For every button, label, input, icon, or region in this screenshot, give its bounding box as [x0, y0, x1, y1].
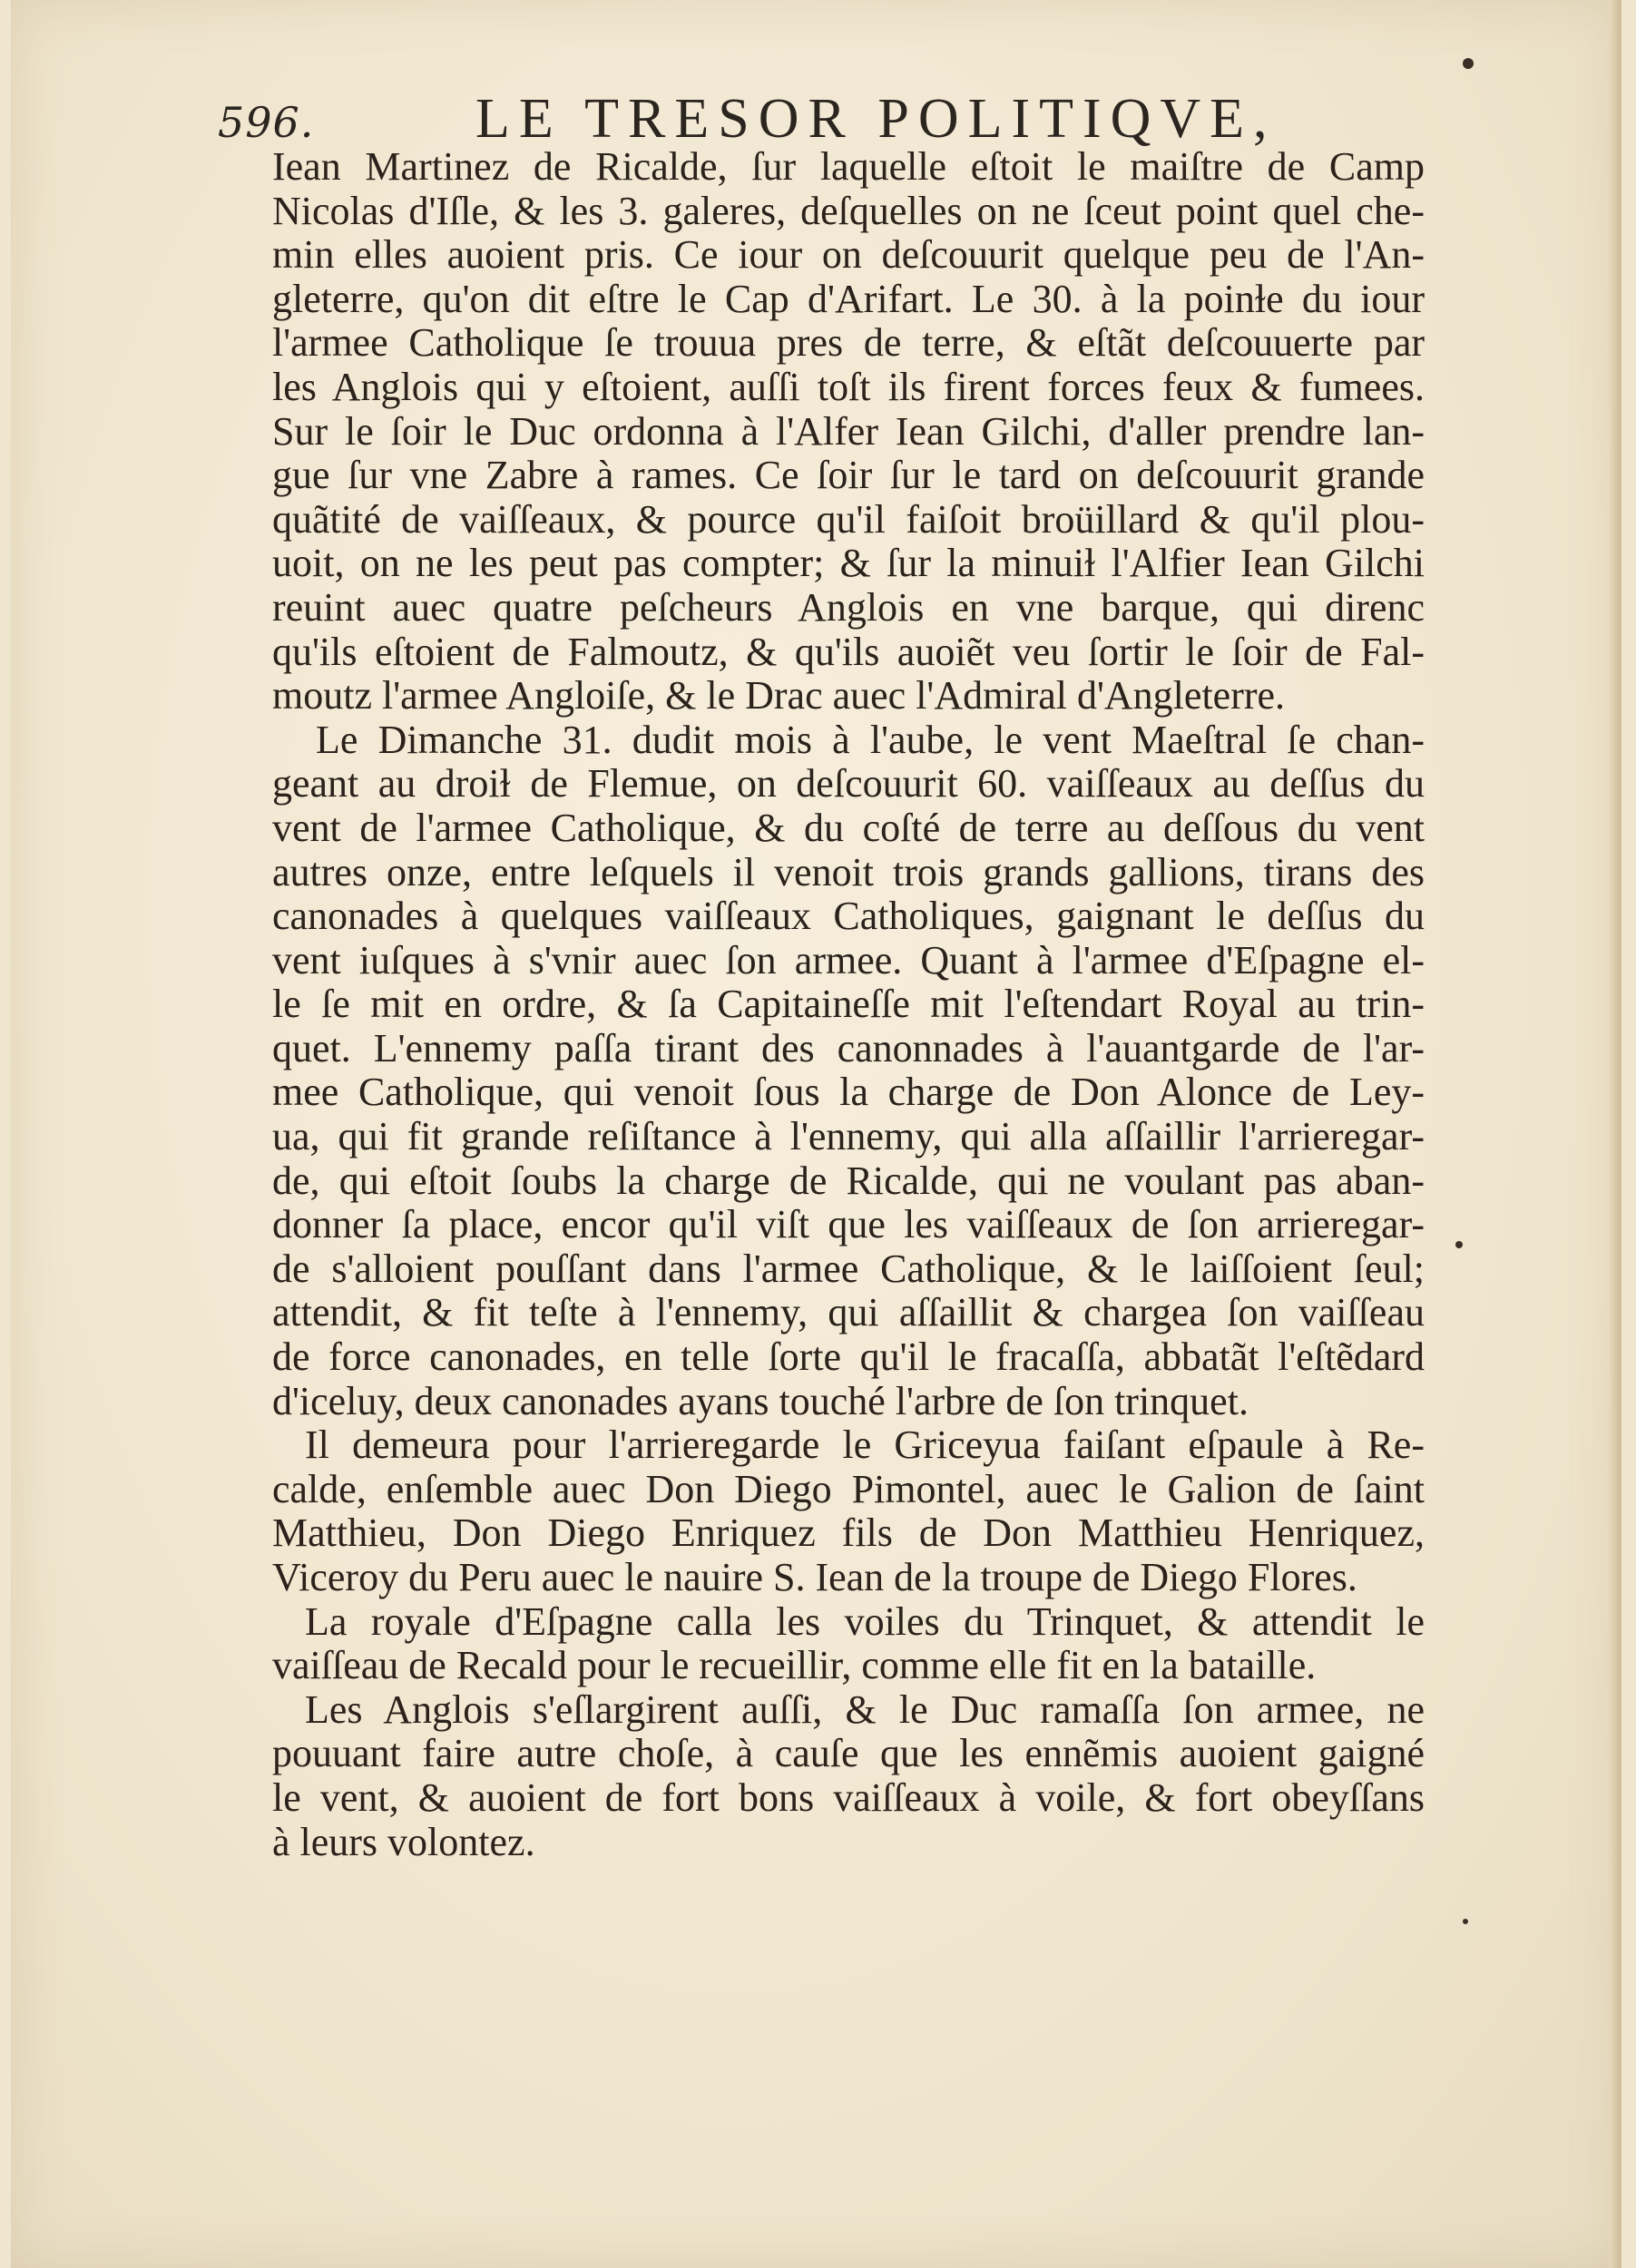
text-line: ua, qui fit grande reſiſtance à l'ennemy, qui alla aſſaillir l'arrieregar-	[272, 1115, 1425, 1159]
text-line: quãtité de vaiſſeaux, & pource qu'il faiſoit broüillard & qu'il plou-	[272, 497, 1425, 542]
text-line: geant au droiɫ de Flemue, on deſcouurit 60. vaiſſeaux au deſſus du	[272, 762, 1425, 807]
text-line: de s'alloient pouſſant dans l'armee Catholique, & le laiſſoient ſeul;	[272, 1246, 1425, 1291]
text-line: autres onze, entre leſquels il venoit trois grands gallions, tirans des	[272, 850, 1425, 894]
ink-spot	[1455, 1241, 1463, 1248]
text-line: l'armee Catholique ſe trouua pres de terre, & eſtãt deſcouuerte par	[272, 321, 1425, 366]
text-line: Sur le ſoir le Duc ordonna à l'Alfer Iean Gilchi, d'aller prendre lan-	[272, 409, 1425, 454]
text-line: Viceroy du Peru auec le nauire S. Iean de la troupe de Diego Flores.	[272, 1556, 1357, 1599]
text-line: attendit, & fit teſte à l'ennemy, qui aſſaillit & chargea ſon vaiſſeau	[272, 1291, 1425, 1335]
text-line: quet. L'ennemy paſſa tirant des canonnades à l'auantgarde de l'ar-	[272, 1026, 1425, 1070]
text-line: moutz l'armee Angloiſe, & le Drac auec l'Admiral d'Angleterre.	[272, 674, 1286, 719]
text-line: qu'ils eſtoient de Falmoutz, & qu'ils auoiẽt veu ſortir le ſoir de Fal-	[272, 630, 1425, 674]
body-text	[272, 145, 1425, 1864]
text-line: min elles auoient pris. Ce iour on deſcouurit quelque peu de l'An-	[272, 233, 1425, 278]
text-line: Matthieu, Don Diego Enriquez fils de Don Matthieu Henriquez,	[272, 1511, 1425, 1556]
text-line: vaiſſeau de Recald pour le recueillir, comme elle fit en la bataille.	[272, 1644, 1317, 1688]
text-line: mee Catholique, qui venoit ſous la charge de Don Alonce de Ley-	[272, 1070, 1425, 1115]
paragraph-start-line: Le Dimanche 31. dudit mois à l'aube, le vent Maeſtral ſe chan-	[316, 718, 1425, 762]
paragraph-start-line: La royale d'Eſpagne calla les voiles du Trinquet, & attendit le	[305, 1599, 1425, 1644]
text-line: le ſe mit en ordre, & ſa Capitaineſſe mit l'eſtendart Royal au trin-	[272, 982, 1425, 1027]
text-line: vent iuſques à s'vnir auec ſon armee. Quant à l'armee d'Eſpagne el-	[272, 938, 1425, 982]
ink-spot	[1463, 1919, 1468, 1924]
text-line: vent de l'armee Catholique, & du coſté de terre au deſſous du vent	[272, 806, 1425, 850]
text-line: gleterre, qu'on dit eſtre le Cap d'Arifart. Le 30. à la poinɫe du iour	[272, 277, 1425, 321]
text-line: reuint auec quatre peſcheurs Anglois en vne barque, qui direnc	[272, 585, 1425, 630]
text-line: donner ſa place, encor qu'il viſt que les vaiſſeaux de ſon arrieregar-	[272, 1203, 1425, 1247]
text-line: d'iceluy, deux canonades ayans touché l'arbre de ſon trinquet.	[272, 1379, 1249, 1423]
book-page	[11, 0, 1621, 2268]
text-line: le vent, & auoient de fort bons vaiſſeaux à voile, & fort obeyſſans	[272, 1775, 1425, 1820]
text-line: à leurs volontez.	[272, 1820, 535, 1864]
paragraph-start-line: Les Anglois s'eſlargirent auſſi, & le Duc ramaſſa ſon armee, ne	[305, 1687, 1425, 1732]
text-line: les Anglois qui y eſtoient, auſſi toſt ils firent forces feux & fumees.	[272, 365, 1425, 409]
text-line: Iean Martinez de Ricalde, ſur laquelle eſtoit le maiſtre de Camp	[272, 145, 1425, 189]
text-line: calde, enſemble auec Don Diego Pimontel, auec le Galion de ſaint	[272, 1467, 1425, 1511]
page-number: 596.	[218, 98, 315, 147]
page-edge	[1609, 0, 1621, 2268]
text-line: de, qui eſtoit ſoubs la charge de Ricalde, qui ne voulant pas aban-	[272, 1158, 1425, 1203]
page-title: LE TRESOR POLITIQVE,	[475, 88, 1277, 150]
text-line: uoit, on ne les peut pas compter; & ſur la minuiɫ l'Alfier Iean Gilchi	[272, 542, 1425, 586]
paragraph-start-line: Il demeura pour l'arrieregarde le Griceyua faiſant eſpaule à Re-	[305, 1423, 1425, 1468]
text-line: canonades à quelques vaiſſeaux Catholiques, gaignant le deſſus du	[272, 894, 1425, 939]
text-line: Nicolas d'Iſle, & les 3. galeres, deſquelles on ne ſceut point quel che-	[272, 189, 1425, 233]
ink-spot	[1463, 58, 1474, 69]
text-line: pouuant faire autre choſe, à cauſe que les ennẽmis auoient gaigné	[272, 1732, 1425, 1776]
text-line: de force canonades, en telle ſorte qu'il le fracaſſa, abbatãt l'eſtẽdard	[272, 1335, 1425, 1380]
text-line: gue ſur vne Zabre à rames. Ce ſoir ſur le tard on deſcouurit grande	[272, 454, 1425, 498]
